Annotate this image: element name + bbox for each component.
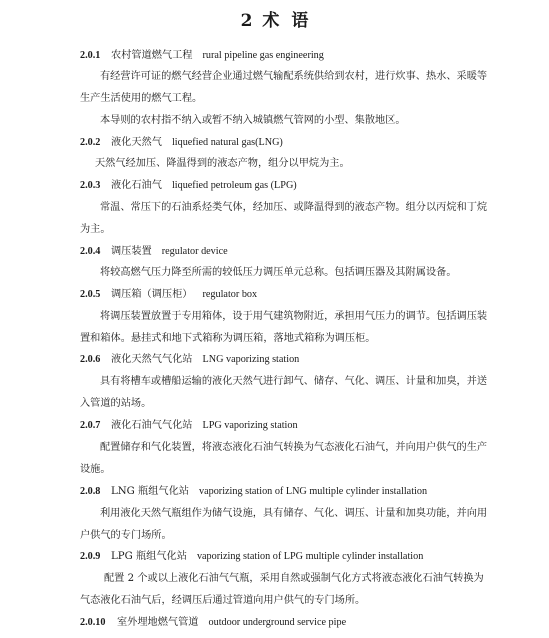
term-english: LPG vaporizing station xyxy=(202,420,298,431)
definition-line: 本导则的农村指不纳入或暂不纳入城镇燃气管网的小型、集散地区。 xyxy=(100,115,406,126)
term-english: rural pipeline gas engineering xyxy=(202,50,324,61)
term-chinese: 农村管道燃气工程 xyxy=(111,50,193,61)
term-code: 2.0.1 xyxy=(80,50,101,61)
term-chinese: 液化天然气气化站 xyxy=(111,354,193,365)
definition-line: 入管道的站场。 xyxy=(80,398,152,409)
chapter-title-char-1: 术 xyxy=(262,11,280,31)
definition-line: 有经营许可证的燃气经营企业通过燃气输配系统供给到农村，进行炊事、热水、采暖等 xyxy=(100,71,488,82)
definition-line: 利用液化天然气瓶组作为储气设施，具有储存、气化、调压、计量和加臭功能，并向用 xyxy=(100,508,488,519)
definition-line: 气态液化石油气后，经调压后通过管道向用户供气的专门场所。 xyxy=(80,595,366,606)
definition-line: 将调压装置放置于专用箱体，设于用气建筑物附近，承担用气压力的调节。包括调压装 xyxy=(100,311,488,322)
chapter-title xyxy=(0,6,549,31)
chapter-number: 2 xyxy=(240,11,253,31)
term-heading xyxy=(80,288,257,302)
term-english: liquefied petroleum gas (LPG) xyxy=(171,180,297,191)
term-english: liquefied natural gas(LNG) xyxy=(171,137,283,148)
term-heading xyxy=(80,616,346,630)
term-code: 2.0.3 xyxy=(80,180,101,191)
definition-line: 配置 2 个或以上液化石油气气瓶，采用自然或强制气化方式将液态液化石油气转换为 xyxy=(104,573,484,584)
term-chinese: LPG 瓶组气化站 xyxy=(111,551,187,562)
term-chinese: 室外埋地燃气管道 xyxy=(117,617,199,628)
definition-line: 生产生活使用的燃气工程。 xyxy=(80,93,203,104)
term-chinese: 液化石油气气化站 xyxy=(111,420,193,431)
term-chinese: 液化石油气 xyxy=(111,180,162,191)
definition-line: 天然气经加压、降温得到的液态产物，组分以甲烷为主。 xyxy=(95,158,350,169)
term-code: 2.0.7 xyxy=(80,420,101,431)
term-code: 2.0.10 xyxy=(80,617,106,628)
definition-line: 具有将槽车或槽船运输的液化天然气进行卸气、储存、气化、调压、计量和加臭，并送 xyxy=(100,376,488,387)
term-english: regulator box xyxy=(202,289,258,300)
term-heading xyxy=(80,353,299,367)
term-chinese: LNG 瓶组气化站 xyxy=(111,486,189,497)
term-english: vaporizing station of LPG multiple cylinder installation xyxy=(196,551,424,562)
term-heading xyxy=(80,419,298,433)
term-chinese: 调压装置 xyxy=(111,246,152,257)
term-code: 2.0.4 xyxy=(80,246,101,257)
term-code: 2.0.9 xyxy=(80,551,101,562)
definition-line: 为主。 xyxy=(80,224,111,235)
term-heading xyxy=(80,136,283,150)
term-heading xyxy=(80,485,427,499)
term-heading xyxy=(80,179,297,193)
definition-line: 常温、常压下的石油系烃类气体，经加压、或降温得到的液态产物。组分以丙烷和丁烷 xyxy=(100,202,488,213)
term-chinese: 液化天然气 xyxy=(111,137,162,148)
term-heading xyxy=(80,245,228,259)
term-code: 2.0.5 xyxy=(80,289,101,300)
term-code: 2.0.8 xyxy=(80,486,101,497)
chapter-title-char-2: 语 xyxy=(291,11,309,31)
term-english: vaporizing station of LNG multiple cylinder installation xyxy=(199,486,428,497)
definition-line: 置和箱体。悬挂式和地下式箱称为调压箱，落地式箱称为调压柜。 xyxy=(80,333,376,344)
definition-line: 将较高燃气压力降至所需的较低压力调压单元总称。包括调压器及其附属设备。 xyxy=(100,267,457,278)
definition-line: 配置储存和气化装置，将液态液化石油气转换为气态液化石油气，并向用户供气的生产 xyxy=(100,442,488,453)
term-code: 2.0.6 xyxy=(80,354,101,365)
term-heading xyxy=(80,550,423,564)
term-english: outdoor underground service pipe xyxy=(208,617,347,628)
term-chinese: 调压箱（调压柜） xyxy=(111,289,193,300)
definition-line: 户供气的专门场所。 xyxy=(80,530,172,541)
term-english: LNG vaporizing station xyxy=(202,354,300,365)
term-heading xyxy=(80,49,324,63)
term-english: regulator device xyxy=(161,246,228,257)
term-code: 2.0.2 xyxy=(80,137,101,148)
definition-line: 设施。 xyxy=(80,464,111,475)
